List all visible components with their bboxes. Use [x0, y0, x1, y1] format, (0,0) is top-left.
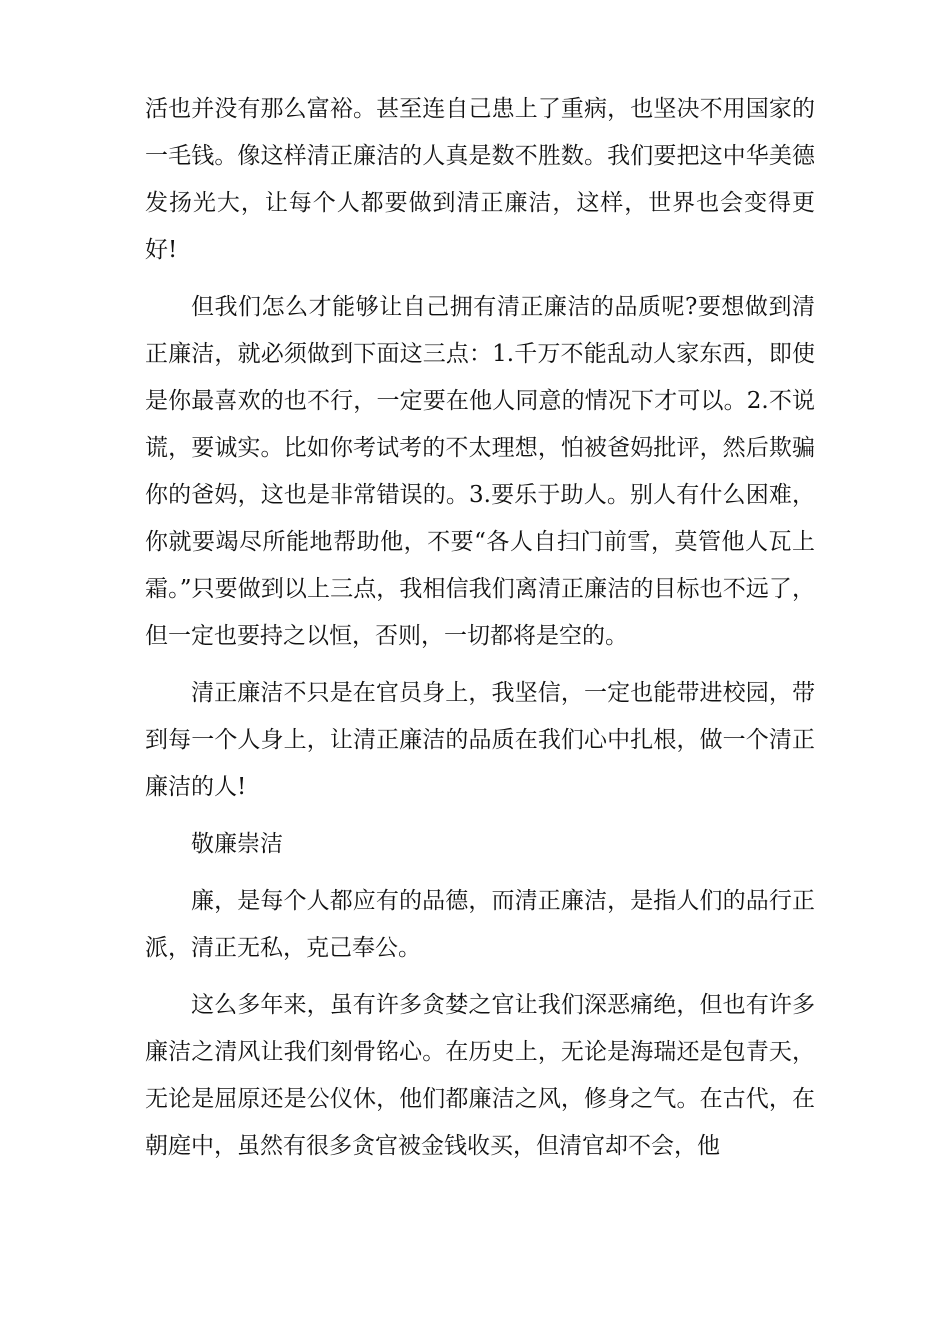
- paragraph-definition: 廉，是每个人都应有的品德，而清正廉洁，是指人们的品行正派，清正无私，克己奉公。: [145, 888, 815, 961]
- paragraph-continuation: 活也并没有那么富裕。甚至连自己患上了重病，也坚决不用国家的一毛钱。像这样清正廉洁的人真是数不胜数。我们要把这中华美德发扬光大，让每个人都要做到清正廉洁，这样，世界也会变得更好!: [145, 96, 815, 263]
- document-page: [145, 86, 815, 1180]
- section-title: 敬廉崇洁: [191, 831, 283, 857]
- paragraph-campus: 清正廉洁不只是在官员身上，我坚信，一定也能带进校园，带到每一个人身上，让清正廉洁的品质在我们心中扎根，做一个清正廉洁的人!: [145, 680, 815, 800]
- paragraph-three-points: 但我们怎么才能够让自己拥有清正廉洁的品质呢?要想做到清正廉洁，就必须做到下面这三点：1.千万不能乱动人家东西，即使是你最喜欢的也不行，一定要在他人同意的情况下才可以。2.不说谎，要诚实。比如你考试考的不太理想，怕被爸妈批评，然后欺骗你的爸妈，这也是非常错误的。3.要乐于助人。别人有什么困难，你就要竭尽所能地帮助他，不要“各人自扫门前雪，莫管他人瓦上霜。”只要做到以上三点，我相信我们离清正廉洁的目标也不远了，但一定也要持之以恒，否则，一切都将是空的。: [145, 294, 815, 649]
- paragraph-history: 这么多年来，虽有许多贪婪之官让我们深恶痛绝，但也有许多廉洁之清风让我们刻骨铭心。在历史上，无论是海瑞还是包青天，无论是屈原还是公仪休，他们都廉洁之风，修身之气。在古代，在朝庭中，虽然有很多贪官被金钱收买，但清官却不会，他: [145, 992, 815, 1159]
